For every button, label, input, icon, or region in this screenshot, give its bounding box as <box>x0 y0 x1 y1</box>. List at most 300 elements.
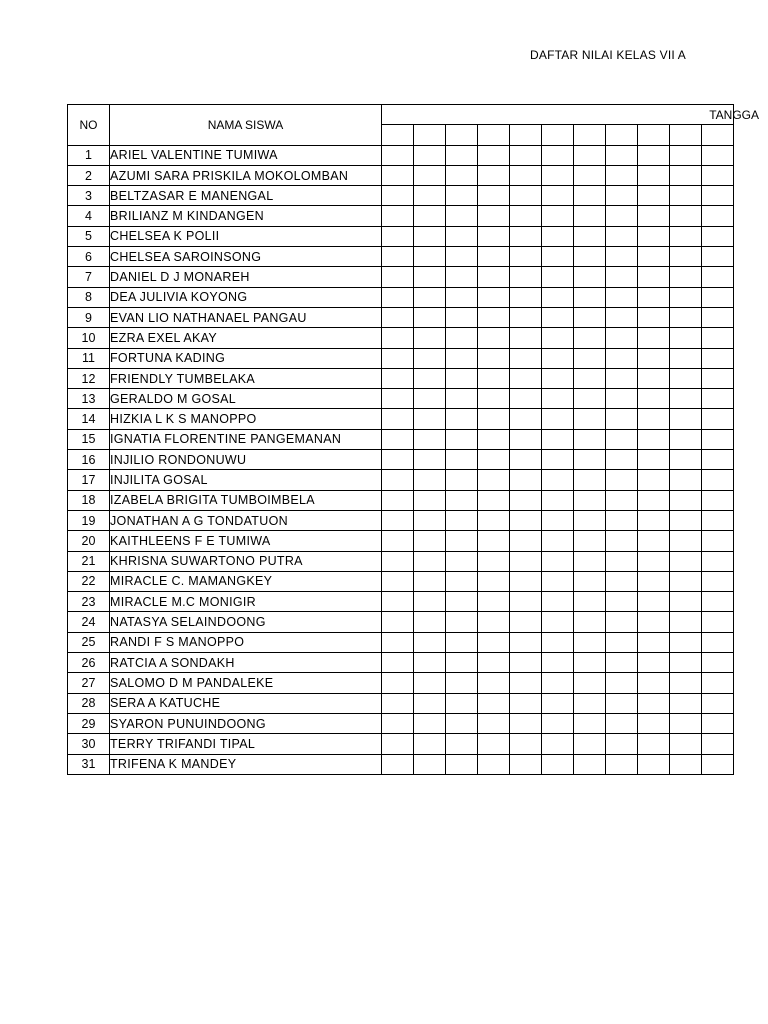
grade-cell[interactable] <box>478 206 510 226</box>
grade-cell[interactable] <box>702 632 734 652</box>
grade-cell[interactable] <box>478 612 510 632</box>
grade-cell[interactable] <box>510 307 542 327</box>
grade-cell[interactable] <box>478 247 510 267</box>
grade-cell[interactable] <box>446 470 478 490</box>
grade-cell[interactable] <box>510 490 542 510</box>
grade-cell[interactable] <box>478 450 510 470</box>
grade-cell[interactable] <box>574 531 606 551</box>
grade-cell[interactable] <box>382 510 414 530</box>
grade-cell[interactable] <box>446 490 478 510</box>
grade-cell[interactable] <box>702 186 734 206</box>
grade-cell[interactable] <box>638 450 670 470</box>
grade-cell[interactable] <box>542 754 574 774</box>
grade-cell[interactable] <box>606 368 638 388</box>
grade-cell[interactable] <box>382 531 414 551</box>
grade-cell[interactable] <box>574 165 606 185</box>
grade-cell[interactable] <box>542 490 574 510</box>
grade-cell[interactable] <box>670 551 702 571</box>
grade-cell[interactable] <box>414 226 446 246</box>
grade-cell[interactable] <box>382 713 414 733</box>
grade-cell[interactable] <box>574 734 606 754</box>
grade-cell[interactable] <box>542 206 574 226</box>
grade-cell[interactable] <box>542 226 574 246</box>
grade-cell[interactable] <box>702 693 734 713</box>
grade-cell[interactable] <box>638 510 670 530</box>
grade-cell[interactable] <box>638 145 670 165</box>
grade-cell[interactable] <box>670 186 702 206</box>
grade-cell[interactable] <box>414 612 446 632</box>
grade-cell[interactable] <box>478 429 510 449</box>
grade-cell[interactable] <box>478 734 510 754</box>
grade-cell[interactable] <box>478 592 510 612</box>
grade-cell[interactable] <box>542 186 574 206</box>
grade-cell[interactable] <box>638 673 670 693</box>
grade-cell[interactable] <box>670 368 702 388</box>
grade-cell[interactable] <box>702 754 734 774</box>
grade-cell[interactable] <box>414 348 446 368</box>
grade-cell[interactable] <box>446 206 478 226</box>
grade-cell[interactable] <box>478 571 510 591</box>
grade-cell[interactable] <box>510 470 542 490</box>
grade-cell[interactable] <box>606 307 638 327</box>
grade-cell[interactable] <box>638 368 670 388</box>
grade-cell[interactable] <box>510 368 542 388</box>
grade-cell[interactable] <box>542 409 574 429</box>
grade-cell[interactable] <box>574 328 606 348</box>
grade-cell[interactable] <box>382 693 414 713</box>
grade-cell[interactable] <box>702 490 734 510</box>
grade-cell[interactable] <box>638 531 670 551</box>
grade-cell[interactable] <box>414 592 446 612</box>
grade-cell[interactable] <box>702 510 734 530</box>
grade-cell[interactable] <box>414 470 446 490</box>
grade-cell[interactable] <box>510 673 542 693</box>
grade-cell[interactable] <box>510 206 542 226</box>
grade-cell[interactable] <box>606 389 638 409</box>
grade-cell[interactable] <box>606 348 638 368</box>
grade-cell[interactable] <box>670 734 702 754</box>
grade-cell[interactable] <box>638 693 670 713</box>
grade-cell[interactable] <box>670 267 702 287</box>
grade-cell[interactable] <box>382 470 414 490</box>
grade-cell[interactable] <box>414 632 446 652</box>
grade-cell[interactable] <box>478 551 510 571</box>
grade-cell[interactable] <box>542 165 574 185</box>
grade-cell[interactable] <box>542 247 574 267</box>
grade-cell[interactable] <box>670 470 702 490</box>
grade-cell[interactable] <box>382 206 414 226</box>
grade-cell[interactable] <box>638 267 670 287</box>
grade-cell[interactable] <box>670 389 702 409</box>
grade-cell[interactable] <box>670 693 702 713</box>
grade-cell[interactable] <box>702 247 734 267</box>
grade-cell[interactable] <box>606 490 638 510</box>
grade-cell[interactable] <box>574 307 606 327</box>
grade-cell[interactable] <box>638 754 670 774</box>
grade-cell[interactable] <box>574 247 606 267</box>
grade-cell[interactable] <box>670 409 702 429</box>
grade-cell[interactable] <box>638 206 670 226</box>
grade-cell[interactable] <box>382 734 414 754</box>
grade-cell[interactable] <box>606 510 638 530</box>
grade-cell[interactable] <box>478 267 510 287</box>
grade-cell[interactable] <box>478 673 510 693</box>
grade-cell[interactable] <box>702 653 734 673</box>
grade-cell[interactable] <box>510 592 542 612</box>
grade-cell[interactable] <box>702 531 734 551</box>
grade-cell[interactable] <box>382 429 414 449</box>
grade-cell[interactable] <box>414 287 446 307</box>
grade-cell[interactable] <box>382 450 414 470</box>
grade-cell[interactable] <box>414 510 446 530</box>
grade-cell[interactable] <box>446 450 478 470</box>
grade-cell[interactable] <box>606 551 638 571</box>
grade-cell[interactable] <box>638 429 670 449</box>
grade-cell[interactable] <box>670 713 702 733</box>
grade-cell[interactable] <box>414 653 446 673</box>
grade-cell[interactable] <box>414 713 446 733</box>
grade-cell[interactable] <box>414 551 446 571</box>
grade-cell[interactable] <box>542 551 574 571</box>
grade-cell[interactable] <box>702 551 734 571</box>
grade-cell[interactable] <box>478 632 510 652</box>
grade-cell[interactable] <box>478 470 510 490</box>
grade-cell[interactable] <box>414 165 446 185</box>
grade-cell[interactable] <box>446 328 478 348</box>
grade-cell[interactable] <box>446 531 478 551</box>
grade-cell[interactable] <box>382 226 414 246</box>
grade-cell[interactable] <box>606 450 638 470</box>
grade-cell[interactable] <box>638 713 670 733</box>
grade-cell[interactable] <box>574 551 606 571</box>
grade-cell[interactable] <box>510 754 542 774</box>
grade-cell[interactable] <box>606 429 638 449</box>
grade-cell[interactable] <box>446 734 478 754</box>
grade-cell[interactable] <box>574 592 606 612</box>
grade-cell[interactable] <box>702 145 734 165</box>
grade-cell[interactable] <box>382 551 414 571</box>
grade-cell[interactable] <box>574 348 606 368</box>
grade-cell[interactable] <box>510 551 542 571</box>
grade-cell[interactable] <box>382 592 414 612</box>
grade-cell[interactable] <box>670 165 702 185</box>
grade-cell[interactable] <box>510 226 542 246</box>
grade-cell[interactable] <box>542 592 574 612</box>
grade-cell[interactable] <box>670 531 702 551</box>
grade-cell[interactable] <box>414 693 446 713</box>
grade-cell[interactable] <box>414 490 446 510</box>
grade-cell[interactable] <box>382 612 414 632</box>
grade-cell[interactable] <box>414 754 446 774</box>
grade-cell[interactable] <box>414 450 446 470</box>
grade-cell[interactable] <box>382 571 414 591</box>
grade-cell[interactable] <box>606 226 638 246</box>
grade-cell[interactable] <box>702 206 734 226</box>
grade-cell[interactable] <box>574 510 606 530</box>
grade-cell[interactable] <box>574 490 606 510</box>
grade-cell[interactable] <box>670 571 702 591</box>
grade-cell[interactable] <box>478 226 510 246</box>
grade-cell[interactable] <box>510 612 542 632</box>
grade-cell[interactable] <box>670 145 702 165</box>
grade-cell[interactable] <box>606 734 638 754</box>
grade-cell[interactable] <box>446 612 478 632</box>
grade-cell[interactable] <box>510 186 542 206</box>
grade-cell[interactable] <box>574 612 606 632</box>
grade-cell[interactable] <box>638 571 670 591</box>
grade-cell[interactable] <box>606 470 638 490</box>
grade-cell[interactable] <box>574 368 606 388</box>
grade-cell[interactable] <box>382 165 414 185</box>
grade-cell[interactable] <box>478 653 510 673</box>
grade-cell[interactable] <box>606 145 638 165</box>
grade-cell[interactable] <box>606 571 638 591</box>
grade-cell[interactable] <box>702 328 734 348</box>
grade-cell[interactable] <box>542 429 574 449</box>
grade-cell[interactable] <box>510 429 542 449</box>
grade-cell[interactable] <box>606 632 638 652</box>
grade-cell[interactable] <box>638 551 670 571</box>
grade-cell[interactable] <box>478 531 510 551</box>
grade-cell[interactable] <box>670 328 702 348</box>
grade-cell[interactable] <box>702 389 734 409</box>
grade-cell[interactable] <box>638 632 670 652</box>
grade-cell[interactable] <box>606 186 638 206</box>
grade-cell[interactable] <box>638 612 670 632</box>
grade-cell[interactable] <box>542 713 574 733</box>
grade-cell[interactable] <box>606 287 638 307</box>
grade-cell[interactable] <box>446 713 478 733</box>
grade-cell[interactable] <box>606 592 638 612</box>
grade-cell[interactable] <box>702 348 734 368</box>
grade-cell[interactable] <box>446 368 478 388</box>
grade-cell[interactable] <box>574 571 606 591</box>
grade-cell[interactable] <box>478 307 510 327</box>
grade-cell[interactable] <box>702 592 734 612</box>
grade-cell[interactable] <box>382 348 414 368</box>
grade-cell[interactable] <box>702 267 734 287</box>
grade-cell[interactable] <box>638 165 670 185</box>
grade-cell[interactable] <box>702 571 734 591</box>
grade-cell[interactable] <box>702 429 734 449</box>
grade-cell[interactable] <box>542 287 574 307</box>
grade-cell[interactable] <box>574 186 606 206</box>
grade-cell[interactable] <box>510 348 542 368</box>
grade-cell[interactable] <box>510 267 542 287</box>
grade-cell[interactable] <box>382 328 414 348</box>
grade-cell[interactable] <box>382 409 414 429</box>
grade-cell[interactable] <box>702 165 734 185</box>
grade-cell[interactable] <box>510 531 542 551</box>
grade-cell[interactable] <box>606 693 638 713</box>
grade-cell[interactable] <box>446 653 478 673</box>
grade-cell[interactable] <box>606 754 638 774</box>
grade-cell[interactable] <box>702 734 734 754</box>
grade-cell[interactable] <box>638 287 670 307</box>
grade-cell[interactable] <box>510 571 542 591</box>
grade-cell[interactable] <box>510 632 542 652</box>
grade-cell[interactable] <box>670 247 702 267</box>
grade-cell[interactable] <box>510 693 542 713</box>
grade-cell[interactable] <box>574 429 606 449</box>
grade-cell[interactable] <box>478 165 510 185</box>
grade-cell[interactable] <box>574 389 606 409</box>
grade-cell[interactable] <box>510 450 542 470</box>
grade-cell[interactable] <box>702 307 734 327</box>
grade-cell[interactable] <box>478 713 510 733</box>
grade-cell[interactable] <box>574 632 606 652</box>
grade-cell[interactable] <box>446 165 478 185</box>
grade-cell[interactable] <box>670 632 702 652</box>
grade-cell[interactable] <box>638 653 670 673</box>
grade-cell[interactable] <box>382 287 414 307</box>
grade-cell[interactable] <box>542 470 574 490</box>
grade-cell[interactable] <box>382 653 414 673</box>
grade-cell[interactable] <box>574 754 606 774</box>
grade-cell[interactable] <box>638 490 670 510</box>
grade-cell[interactable] <box>478 368 510 388</box>
grade-cell[interactable] <box>478 328 510 348</box>
grade-cell[interactable] <box>606 713 638 733</box>
grade-cell[interactable] <box>702 612 734 632</box>
grade-cell[interactable] <box>446 287 478 307</box>
grade-cell[interactable] <box>574 470 606 490</box>
grade-cell[interactable] <box>510 287 542 307</box>
grade-cell[interactable] <box>670 754 702 774</box>
grade-cell[interactable] <box>542 450 574 470</box>
grade-cell[interactable] <box>414 247 446 267</box>
grade-cell[interactable] <box>478 348 510 368</box>
grade-cell[interactable] <box>414 389 446 409</box>
grade-cell[interactable] <box>606 267 638 287</box>
grade-cell[interactable] <box>670 653 702 673</box>
grade-cell[interactable] <box>382 389 414 409</box>
grade-cell[interactable] <box>446 348 478 368</box>
grade-cell[interactable] <box>478 754 510 774</box>
grade-cell[interactable] <box>606 673 638 693</box>
grade-cell[interactable] <box>606 531 638 551</box>
grade-cell[interactable] <box>702 287 734 307</box>
grade-cell[interactable] <box>638 592 670 612</box>
grade-cell[interactable] <box>574 267 606 287</box>
grade-cell[interactable] <box>606 409 638 429</box>
grade-cell[interactable] <box>574 713 606 733</box>
grade-cell[interactable] <box>382 247 414 267</box>
grade-cell[interactable] <box>638 328 670 348</box>
grade-cell[interactable] <box>638 409 670 429</box>
grade-cell[interactable] <box>446 409 478 429</box>
grade-cell[interactable] <box>382 673 414 693</box>
grade-cell[interactable] <box>542 267 574 287</box>
grade-cell[interactable] <box>702 368 734 388</box>
grade-cell[interactable] <box>542 673 574 693</box>
grade-cell[interactable] <box>574 693 606 713</box>
grade-cell[interactable] <box>702 226 734 246</box>
grade-cell[interactable] <box>702 470 734 490</box>
grade-cell[interactable] <box>670 307 702 327</box>
grade-cell[interactable] <box>446 186 478 206</box>
grade-cell[interactable] <box>542 510 574 530</box>
grade-cell[interactable] <box>542 612 574 632</box>
grade-cell[interactable] <box>606 612 638 632</box>
grade-cell[interactable] <box>670 348 702 368</box>
grade-cell[interactable] <box>510 510 542 530</box>
grade-cell[interactable] <box>478 490 510 510</box>
grade-cell[interactable] <box>478 510 510 530</box>
grade-cell[interactable] <box>638 186 670 206</box>
grade-cell[interactable] <box>670 612 702 632</box>
grade-cell[interactable] <box>574 226 606 246</box>
grade-cell[interactable] <box>574 145 606 165</box>
grade-cell[interactable] <box>478 145 510 165</box>
grade-cell[interactable] <box>414 571 446 591</box>
grade-cell[interactable] <box>574 409 606 429</box>
grade-cell[interactable] <box>414 531 446 551</box>
grade-cell[interactable] <box>670 592 702 612</box>
grade-cell[interactable] <box>542 368 574 388</box>
grade-cell[interactable] <box>446 632 478 652</box>
grade-cell[interactable] <box>414 328 446 348</box>
grade-cell[interactable] <box>670 510 702 530</box>
grade-cell[interactable] <box>446 673 478 693</box>
grade-cell[interactable] <box>702 713 734 733</box>
grade-cell[interactable] <box>478 186 510 206</box>
grade-cell[interactable] <box>446 389 478 409</box>
grade-cell[interactable] <box>414 186 446 206</box>
grade-cell[interactable] <box>414 409 446 429</box>
grade-cell[interactable] <box>446 247 478 267</box>
grade-cell[interactable] <box>510 389 542 409</box>
grade-cell[interactable] <box>414 206 446 226</box>
grade-cell[interactable] <box>670 226 702 246</box>
grade-cell[interactable] <box>574 673 606 693</box>
grade-cell[interactable] <box>542 145 574 165</box>
grade-cell[interactable] <box>574 206 606 226</box>
grade-cell[interactable] <box>702 409 734 429</box>
grade-cell[interactable] <box>510 247 542 267</box>
grade-cell[interactable] <box>478 287 510 307</box>
grade-cell[interactable] <box>446 510 478 530</box>
grade-cell[interactable] <box>382 307 414 327</box>
grade-cell[interactable] <box>638 226 670 246</box>
grade-cell[interactable] <box>414 368 446 388</box>
grade-cell[interactable] <box>510 328 542 348</box>
grade-cell[interactable] <box>446 551 478 571</box>
grade-cell[interactable] <box>382 490 414 510</box>
grade-cell[interactable] <box>542 389 574 409</box>
grade-cell[interactable] <box>670 287 702 307</box>
grade-cell[interactable] <box>414 145 446 165</box>
grade-cell[interactable] <box>414 673 446 693</box>
grade-cell[interactable] <box>510 145 542 165</box>
grade-cell[interactable] <box>606 165 638 185</box>
grade-cell[interactable] <box>510 165 542 185</box>
grade-cell[interactable] <box>446 693 478 713</box>
grade-cell[interactable] <box>670 490 702 510</box>
grade-cell[interactable] <box>382 267 414 287</box>
grade-cell[interactable] <box>414 429 446 449</box>
grade-cell[interactable] <box>382 754 414 774</box>
grade-cell[interactable] <box>446 267 478 287</box>
grade-cell[interactable] <box>670 450 702 470</box>
grade-cell[interactable] <box>446 307 478 327</box>
grade-cell[interactable] <box>414 267 446 287</box>
grade-cell[interactable] <box>574 653 606 673</box>
grade-cell[interactable] <box>446 754 478 774</box>
grade-cell[interactable] <box>510 734 542 754</box>
grade-cell[interactable] <box>606 328 638 348</box>
grade-cell[interactable] <box>638 247 670 267</box>
